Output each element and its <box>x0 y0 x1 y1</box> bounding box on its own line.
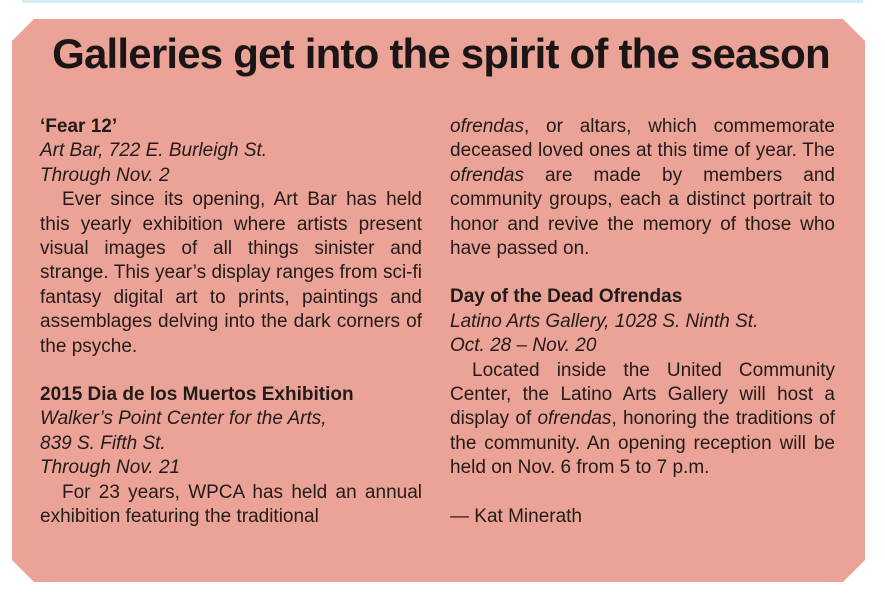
entry-dates: Through Nov. 2 <box>40 164 170 186</box>
entry-body <box>450 359 835 481</box>
body-text: Located inside the United Community Center, the Latino Arts Gallery will host a display of <box>450 359 835 430</box>
ofrendas-term: ofrendas <box>537 408 612 430</box>
body-text: , or altars, which commemorate deceased loved ones at this time of year. The <box>450 116 835 162</box>
entry-venue-line-1: Walker’s Point Center for the Arts, <box>40 408 327 430</box>
left-column <box>40 115 422 530</box>
entry-body: Ever since its opening, Art Bar has held this yearly exhibition where artists present visual images of all things sinister and strange. This year’s display ranges from sci-fi fantasy digital art to prints, paintings and assemblages delving into the dark corners of the psyche. <box>40 189 422 357</box>
entry-venue: Art Bar, 722 E. Burleigh St. <box>40 140 268 162</box>
entry-dates: Through Nov. 21 <box>40 457 181 479</box>
byline: — Kat Minerath <box>450 505 582 527</box>
entry-body: For 23 years, WPCA has held an annual exhibition featuring the traditional <box>40 481 422 528</box>
entry-body-continued <box>450 115 835 261</box>
entry-title: ‘Fear 12’ <box>40 116 118 137</box>
entry-fear-12 <box>40 115 422 359</box>
headline: Galleries get into the spirit of the season <box>52 30 830 77</box>
body-text: are made by members and community groups, each a distinct portrait to honor and revive the memory of those who have passed on. <box>450 164 835 260</box>
top-rule <box>22 0 863 3</box>
entry-title: 2015 Dia de los Muertos Exhibition <box>40 384 354 406</box>
entry-venue-line-2: 839 S. Fifth St. <box>40 432 166 454</box>
ofrendas-term: ofrendas <box>450 164 524 186</box>
entry-dates: Oct. 28 – Nov. 20 <box>450 335 597 357</box>
entry-day-of-the-dead <box>450 285 835 480</box>
right-column <box>450 115 835 529</box>
body-text: , honoring the traditions of the community. An opening reception will be held on Nov. 6 from 5 to 7 p.m. <box>450 408 835 479</box>
ofrendas-term: ofrendas <box>450 116 524 137</box>
entry-venue: Latino Arts Gallery, 1028 S. Ninth St. <box>450 310 759 332</box>
entry-title: Day of the Dead Ofrendas <box>450 286 683 308</box>
entry-dia-de-los-muertos <box>40 383 422 529</box>
